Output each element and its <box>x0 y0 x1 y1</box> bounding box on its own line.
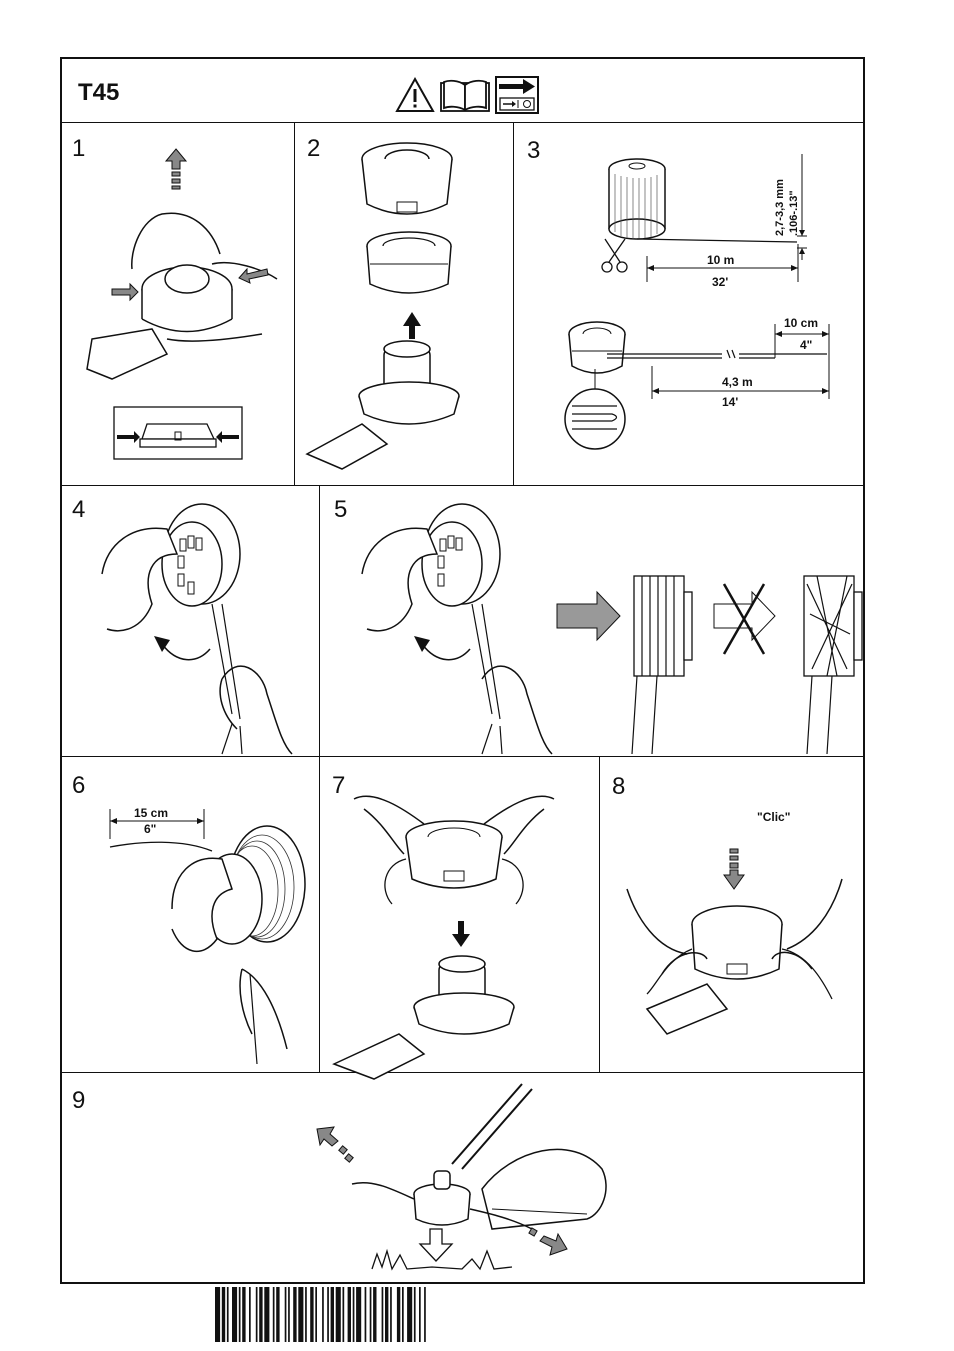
instruction-sheet <box>60 57 865 1284</box>
manual-book-icon <box>440 77 490 113</box>
step-number-5: 5 <box>334 496 348 523</box>
half-length-ft: 14' <box>722 395 739 409</box>
down-arrow-icon <box>452 921 470 947</box>
step4-illustration <box>92 494 317 754</box>
divider-6-7 <box>319 756 320 1072</box>
step7-illustration <box>324 779 594 1069</box>
instruction-arrow-icon <box>495 76 539 114</box>
header-divider <box>62 122 863 123</box>
free-end-cm: 15 cm <box>134 806 169 820</box>
divider-1-2 <box>294 122 295 485</box>
line-diameter-in: .106-.13" <box>788 190 800 236</box>
row1-divider <box>62 485 863 486</box>
step2-illustration <box>302 134 507 479</box>
divider-7-8 <box>599 756 600 1072</box>
divider-4-5 <box>319 485 320 756</box>
offset-cm: 10 cm <box>784 316 819 330</box>
step9-illustration <box>312 1079 622 1279</box>
step-number-7: 7 <box>332 772 346 799</box>
step-number-1: 1 <box>72 135 86 162</box>
step3-illustration <box>517 144 862 474</box>
step5-illustration <box>352 494 862 754</box>
up-left-arrow-icon <box>317 1127 353 1162</box>
up-arrow-icon <box>166 149 186 189</box>
step-number-4: 4 <box>72 496 86 523</box>
step8-illustration <box>607 799 862 1069</box>
line-length-ft: 32' <box>712 275 729 289</box>
step-number-6: 6 <box>72 772 86 799</box>
step-number-9: 9 <box>72 1087 86 1114</box>
click-sound-label: "Clic" <box>757 810 791 824</box>
step1-illustration <box>72 139 292 469</box>
page-title: T45 <box>78 79 120 106</box>
line-length-m: 10 m <box>707 253 735 267</box>
step-number-2: 2 <box>307 135 321 162</box>
barcode <box>215 1287 495 1342</box>
offset-in: 4" <box>800 338 813 352</box>
down-arrow-icon <box>724 849 744 889</box>
step6-illustration <box>92 799 317 1069</box>
right-arrow-icon <box>557 592 620 640</box>
down-right-arrow-icon <box>529 1228 567 1255</box>
row2-divider <box>62 756 863 757</box>
step-number-8: 8 <box>612 773 626 800</box>
step-number-3: 3 <box>527 137 541 164</box>
free-end-in: 6" <box>144 822 157 836</box>
divider-2-3 <box>513 122 514 485</box>
line-diameter-mm: 2,7-3,3 mm <box>774 179 786 236</box>
row3-divider <box>62 1072 863 1073</box>
warning-triangle-icon <box>395 77 435 113</box>
scissors-icon <box>602 239 627 272</box>
half-length-m: 4,3 m <box>722 375 753 389</box>
down-outline-arrow-icon <box>420 1229 452 1261</box>
up-arrow-icon <box>403 312 421 339</box>
